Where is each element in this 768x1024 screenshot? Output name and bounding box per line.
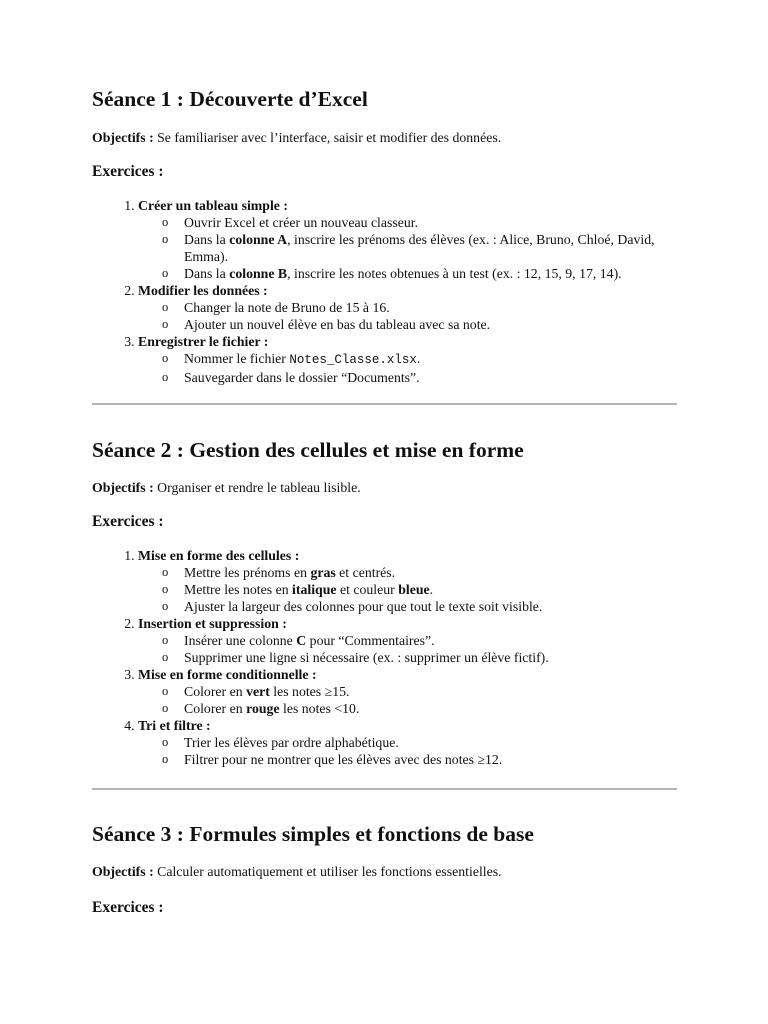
exercise-steps [138,564,678,615]
objectives-label: Objectifs : [92,130,154,145]
bullet-icon: o [162,351,169,365]
list-item [162,751,678,768]
step-text: pour “Commentaires”. [306,633,435,648]
section-1-exercise-list [92,197,678,386]
section-2-objectives [92,479,678,496]
step-emphasis: colonne B [229,266,288,281]
objectives-label: Objectifs : [92,480,154,495]
exercise-title: Mise en forme conditionnelle : [138,667,317,682]
bullet-icon: o [162,266,169,280]
exercise-item [138,282,678,333]
step-text: Ajouter un nouvel élève en bas du tableau avec sa note. [184,317,491,332]
step-emphasis: rouge [246,701,280,716]
step-text: Ajuster la largeur des colonnes pour que tout le texte soit visible. [184,599,543,614]
step-text: Mettre les notes en [184,582,293,597]
objectives-text: Se familiariser avec l’interface, saisir et modifier des données. [153,130,502,145]
step-text: Dans la [184,232,230,247]
step-text: . [416,351,421,366]
exercise-steps [138,734,678,768]
list-item [162,316,678,333]
list-item [162,265,678,282]
list-item [162,683,678,700]
section-seance-2 [92,437,678,768]
step-text: , inscrire les notes obtenues à un test (ex. : 12, 15, 9, 17, 14). [287,266,622,281]
bullet-icon: o [162,317,169,331]
step-text: , inscrire les prénoms des élèves (ex. : Alice, Bruno, Chloé, David, Emma). [184,232,655,264]
bullet-icon: o [162,300,169,314]
section-seance-1 [92,86,678,386]
section-3-title: Séance 3 : Formules simples et fonctions de base [92,822,534,846]
step-emphasis: bleue [398,582,430,597]
step-text: Insérer une colonne [184,633,297,648]
objectives-label: Objectifs : [92,864,154,879]
step-text: Ouvrir Excel et créer un nouveau classeur. [184,215,419,230]
objectives-text: Calculer automatiquement et utiliser les fonctions essentielles. [153,864,502,879]
step-text: Filtrer pour ne montrer que les élèves avec des notes ≥12. [184,752,503,767]
bullet-icon: o [162,565,169,579]
step-text: Mettre les prénoms en [184,565,311,580]
step-emphasis: vert [246,684,270,699]
list-item [162,581,678,598]
step-text: . [429,582,434,597]
section-1-exercises-heading: Exercices : [92,163,164,180]
exercise-item [138,717,678,768]
step-text: Supprimer une ligne si nécessaire (ex. : supprimer un élève fictif). [184,650,549,665]
step-emphasis: C [296,633,307,648]
step-emphasis: gras [310,565,336,580]
section-seance-3 [92,821,678,917]
bullet-icon: o [162,599,169,613]
step-text: Sauvegarder dans le dossier “Documents”. [184,370,420,385]
list-item [162,299,678,316]
exercise-item [138,666,678,717]
objectives-text: Organiser et rendre le tableau lisible. [153,480,361,495]
exercise-title: Enregistrer le fichier : [138,334,269,349]
exercise-title: Modifier les données : [138,283,268,298]
exercise-item [138,615,678,666]
bullet-icon: o [162,701,169,715]
list-item [162,369,678,386]
bullet-icon: o [162,752,169,766]
exercise-item [138,333,678,386]
section-1-title: Séance 1 : Découverte d’Excel [92,87,368,111]
exercise-steps [138,683,678,717]
exercise-title: Tri et filtre : [138,718,211,733]
step-text: Trier les élèves par ordre alphabétique. [184,735,399,750]
step-emphasis: colonne A [229,232,288,247]
list-item [162,231,678,265]
list-item [162,649,678,666]
horizontal-rule [92,403,677,405]
section-1-objectives [92,129,678,146]
list-item [162,350,678,369]
list-item [162,632,678,649]
bullet-icon: o [162,232,169,246]
exercise-title: Créer un tableau simple : [138,198,288,213]
bullet-icon: o [162,370,169,384]
exercise-steps [138,350,678,386]
list-item [162,700,678,717]
step-text: et couleur [336,582,399,597]
bullet-icon: o [162,735,169,749]
step-text: Nommer le fichier [184,351,290,366]
step-text: Dans la [184,266,230,281]
section-3-exercises-heading: Exercices : [92,899,164,916]
bullet-icon: o [162,650,169,664]
exercise-title: Insertion et suppression : [138,616,287,631]
bullet-icon: o [162,215,169,229]
file-name: Notes_Classe.xlsx [289,353,417,367]
step-emphasis: italique [292,582,337,597]
exercise-item [138,197,678,282]
step-text: et centrés. [335,565,396,580]
section-2-exercises-heading: Exercices : [92,513,164,530]
bullet-icon: o [162,684,169,698]
section-3-objectives [92,863,678,880]
list-item [162,598,678,615]
step-text: Colorer en [184,701,247,716]
exercise-steps [138,632,678,666]
exercise-title: Mise en forme des cellules : [138,548,300,563]
exercise-steps [138,299,678,333]
step-text: les notes ≥15. [269,684,350,699]
list-item [162,734,678,751]
section-2-exercise-list [92,547,678,768]
step-text: les notes <10. [279,701,360,716]
step-text: Colorer en [184,684,247,699]
bullet-icon: o [162,633,169,647]
step-text: Changer la note de Bruno de 15 à 16. [184,300,390,315]
exercise-steps [138,214,678,282]
list-item [162,214,678,231]
bullet-icon: o [162,582,169,596]
exercise-item [138,547,678,615]
section-2-title: Séance 2 : Gestion des cellules et mise en forme [92,438,524,462]
list-item [162,564,678,581]
horizontal-rule [92,788,677,790]
